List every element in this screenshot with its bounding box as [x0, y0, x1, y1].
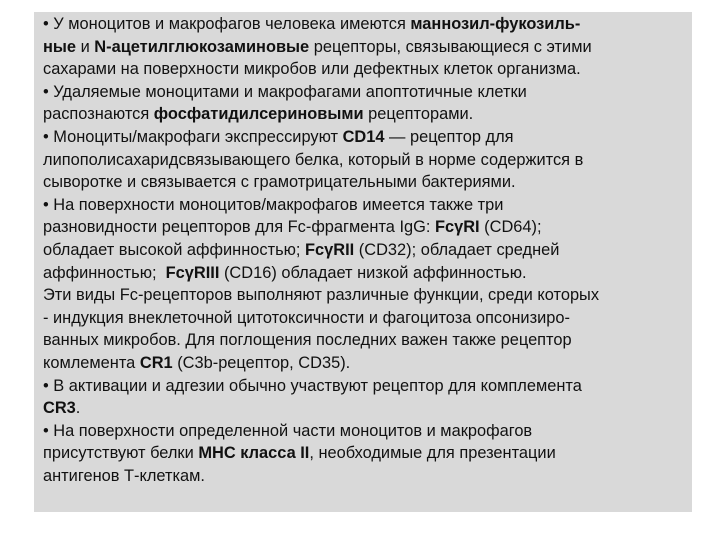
text-run: липополисахаридсвязывающего белка, который в норме содержится в [43, 150, 584, 169]
text-line [43, 103, 680, 126]
text-run: ванных микробов. Для поглощения последних важен также рецептор [43, 331, 572, 350]
text-line [43, 194, 680, 217]
text-line [43, 58, 680, 81]
text-panel [34, 12, 692, 512]
text-run: • У моноцитов и макрофагов человека имеются [43, 15, 411, 33]
text-run: • На поверхности определенной части моноцитов и макрофагов [43, 421, 533, 440]
text-line [43, 36, 680, 59]
text-line [43, 329, 680, 352]
text-run: (CD64); [479, 218, 542, 237]
text-line [43, 171, 680, 194]
bold-term: фосфатидилсериновыми [153, 105, 364, 124]
bold-term: CR1 [139, 353, 173, 372]
bold-term: FcγRI [434, 218, 480, 237]
text-run: антигенов Т-клеткам. [43, 466, 205, 485]
text-line [43, 126, 680, 149]
text-line [43, 375, 680, 398]
text-line [43, 352, 680, 375]
text-run: разновидности рецепторов для Fc-фрагмента IgG: [43, 218, 435, 237]
text-run: (C3b-рецептор, CD35). [172, 353, 351, 372]
text-run: , необходимые для презентации [309, 444, 556, 463]
text-run: (CD16) обладает низкой аффинностью. [219, 263, 527, 282]
text-run: сахарами на поверхности микробов или дефектных клеток организма. [43, 60, 581, 79]
bold-term: маннозил-фукозиль- [410, 15, 581, 33]
text-run: Эти виды Fc-рецепторов выполняют различные функции, среди которых [43, 286, 600, 305]
text-line [43, 284, 680, 307]
text-line [43, 149, 680, 172]
text-run: — рецептор для [384, 127, 514, 146]
text-run: рецепторы, связывающиеся с этими [309, 37, 592, 56]
text-run: распознаются [43, 105, 154, 124]
text-run: сыворотке и связывается с грамотрицательными бактериями. [43, 173, 516, 192]
text-run: и [76, 37, 95, 56]
text-line [43, 262, 680, 285]
bold-term: ные [43, 37, 77, 56]
text-line [43, 13, 680, 36]
text-line [43, 442, 680, 465]
text-run: • В активации и адгезии обычно участвуют рецептор для комплемента [43, 376, 582, 395]
text-run: присутствуют белки [43, 444, 199, 463]
text-line [43, 465, 680, 488]
text-run: • Моноциты/макрофаги экспрессируют [43, 127, 343, 146]
bold-term: N-ацетилглюкозаминовые [94, 37, 310, 56]
text-line [43, 420, 680, 443]
bold-term: МНС класса II [198, 444, 310, 463]
text-run: • На поверхности моноцитов/макрофагов имеется также три [43, 195, 504, 214]
text-run: (CD32); обладает средней [354, 240, 560, 259]
bold-term: CD14 [342, 127, 385, 146]
text-run: обладает высокой аффинностью; [43, 240, 306, 259]
text-line [43, 239, 680, 262]
text-line [43, 397, 680, 420]
text-line [43, 216, 680, 239]
text-run: - индукция внеклеточной цитотоксичности и фагоцитоза опсонизиро- [43, 308, 570, 327]
bold-term: CR3 [43, 399, 76, 418]
text-run: • Удаляемые моноцитами и макрофагами апоптотичные клетки [43, 82, 527, 101]
text-run: аффинностью; [43, 263, 166, 282]
bold-term: FcγRII [305, 240, 355, 259]
bold-term: FcγRIII [165, 263, 220, 282]
text-run: комлемента [43, 353, 140, 372]
text-line [43, 81, 680, 104]
text-line [43, 307, 680, 330]
text-run: рецепторами. [363, 105, 474, 124]
text-run: . [75, 399, 81, 418]
